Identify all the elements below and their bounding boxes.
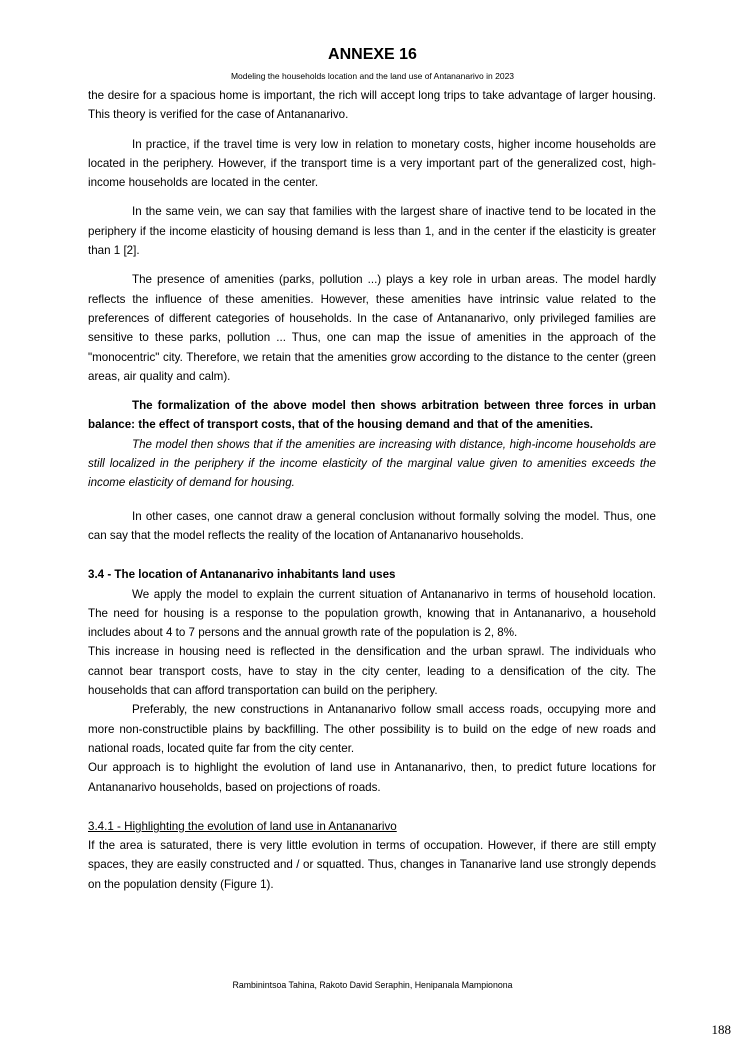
page-title: ANNEXE 16: [328, 46, 417, 63]
paragraph-3: In the same vein, we can say that families with the largest share of inactive tend to be located in the periphery if the income elasticity of housing demand is less than 1, and in the center if the elasticity is greater than 1 [2].: [88, 205, 656, 258]
page-number: 188: [711, 1022, 731, 1037]
paragraph-5-bold: The formalization of the above model then shows arbitration between three forces in urban balance: the effect of transport costs, that of the housing demand and that of the amenities.: [88, 399, 656, 432]
paragraph-6-italic: The model then shows that if the amenities are increasing with distance, high-income households are still localized in the periphery if the income elasticity of the marginal value given to amenities exceeds the income elasticity of demand for housing.: [88, 437, 656, 490]
paragraph-1: the desire for a spacious home is important, the rich will accept long trips to take advantage of larger housing. This theory is verified for the case of Antananarivo.: [88, 89, 656, 122]
section-3-4-paragraph-4: Our approach is to highlight the evolution of land use in Antananarivo, then, to predict future locations for Antananarivo households, based on projections of roads.: [88, 761, 656, 794]
paragraph-2: In practice, if the travel time is very low in relation to monetary costs, higher income households are located in the periphery. However, if the transport time is a very important part of the generalized cost, high-income households are located in the center.: [88, 137, 656, 190]
footer-authors: Rambinintsoa Tahina, Rakoto David Seraphin, Henipanala Mampionona: [232, 980, 513, 990]
section-3-4-paragraph-2: This increase in housing need is reflected in the densification and the urban sprawl. The individuals who cannot bear transport costs, have to stay in the city center, leading to a densification of the city. The households that can afford transportation can build on the periphery.: [88, 645, 656, 698]
section-3-4-1-paragraph: If the area is saturated, there is very little evolution in terms of occupation. However, if there are still empty spaces, they are easily constructed and / or squatted. Thus, changes in Tananarive land use strongly depends on the population density (Figure 1).: [88, 839, 656, 891]
section-3-4-paragraph-1: We apply the model to explain the current situation of Antananarivo in terms of household location. The need for housing is a response to the population growth, knowing that in Antananarivo, a household includes about 4 to 7 persons and the annual growth rate of the population is 2, 8%.: [88, 587, 656, 640]
section-3-4-paragraph-3: Preferably, the new constructions in Antananarivo follow small access roads, occupying more and more non-constructible plains by backfilling. The other possibility is to build on the edge of new roads and national roads, located quite far from the city center.: [88, 703, 656, 755]
paragraph-4: The presence of amenities (parks, pollution ...) plays a key role in urban areas. The model hardly reflects the influence of these amenities. However, these amenities have intrinsic value related to the preferences of different categories of households. In the case of Antananarivo, only privileged families are sensitive to these parks, pollution ... Thus, one can map the issue of amenities in the approach of the "monocentric" city. Therefore, we retain that the amenities grow according to the distance to the center (green areas, air quality and calm).: [88, 273, 656, 383]
paragraph-7: In other cases, one cannot draw a general conclusion without formally solving the model. Thus, one can say that the model reflects the reality of the location of Antananarivo households.: [88, 509, 656, 542]
section-heading-3-4-1-text: 3.4.1 - Highlighting the evolution of land use in Antananarivo: [88, 819, 397, 833]
body-text: [88, 86, 656, 894]
section-heading-3-4-1: [88, 817, 656, 836]
page-subtitle: Modeling the households location and the land use of Antananarivo in 2023: [230, 71, 515, 81]
section-heading-3-4: 3.4 - The location of Antananarivo inhabitants land uses: [88, 568, 396, 582]
